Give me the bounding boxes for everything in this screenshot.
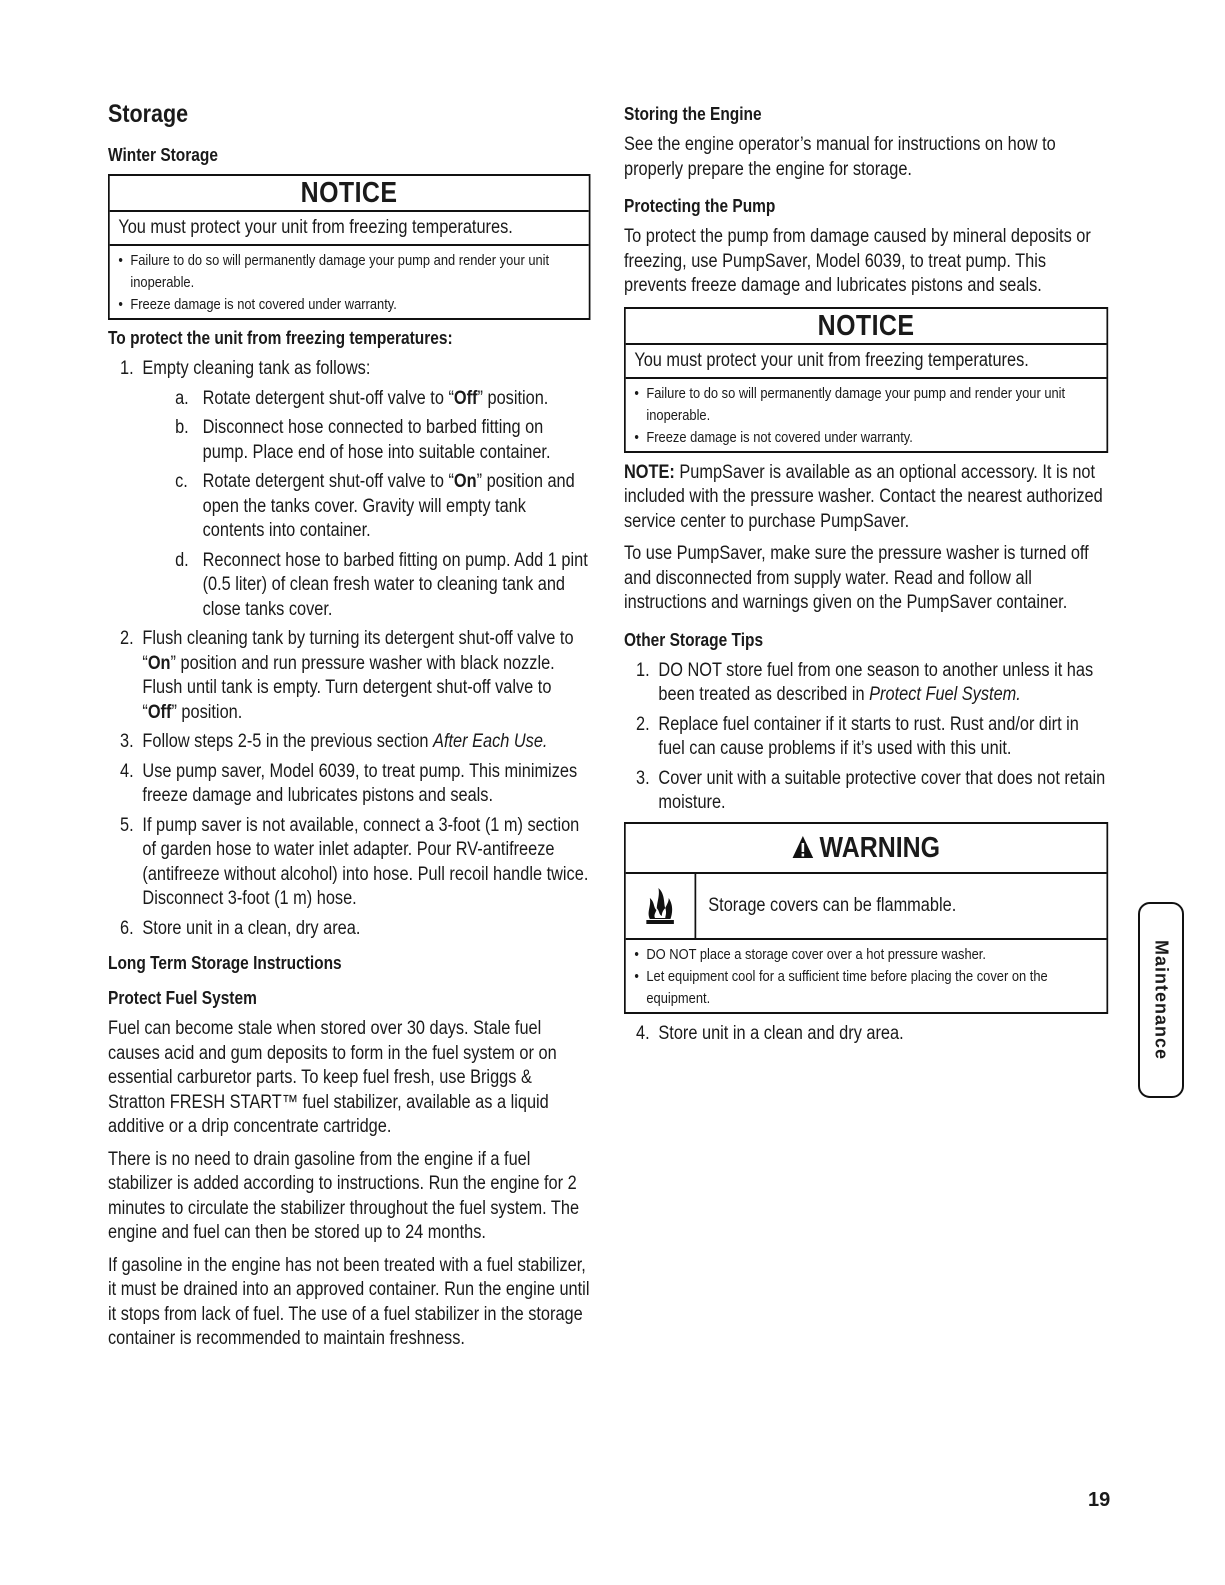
warning-title: WARNING [626, 824, 1107, 874]
tip-item: 1. DO NOT store fuel from one season to another unless it has been treated as described in Protect Fuel System. [636, 659, 1094, 705]
notice-message: You must protect your unit from freezing temperatures. [110, 212, 589, 246]
sub-step-item: c. Rotate detergent shut-off valve to “On” position and open the tanks cover. Gravity will empty tank contents into container. [175, 471, 575, 541]
pumpsaver-paragraph: To use PumpSaver, make sure the pressure washer is turned off and disconnected from supply water. Read and follow all instructions and warnings given on the PumpSaver container. [624, 543, 1089, 613]
left-column [108, 100, 590, 1360]
notice-bullet: • Failure to do so will permanently damage your pump and render your unit inoperable. [633, 383, 1100, 427]
notice-message: You must protect your unit from freezing temperatures. [626, 345, 1107, 379]
notice-box [108, 174, 590, 320]
section-title: Storage [108, 100, 189, 128]
protecting-pump-heading: Protecting the Pump [624, 196, 776, 216]
fuel-system-heading: Protect Fuel System [108, 988, 257, 1008]
sub-step-item: a. Rotate detergent shut-off valve to “Off” position. [175, 387, 549, 409]
notice-bullets [110, 246, 589, 318]
notice-title: NOTICE [110, 176, 589, 212]
winter-storage-heading: Winter Storage [108, 145, 218, 165]
tips-list-continued [624, 1022, 1108, 1047]
pump-paragraph: To protect the pump from damage caused by mineral deposits or freezing, use PumpSaver, Model 6039, to treat pump. This prevents freeze damage and lubricates pistons and seals. [624, 226, 1091, 296]
note-paragraph: NOTE: PumpSaver is available as an optional accessory. It is not included with the pressure washer. Contact the nearest authorized service center to purchase PumpSaver. [624, 461, 1103, 532]
sub-steps-list [175, 387, 590, 623]
tip-item: 4. Store unit in a clean and dry area. [636, 1022, 904, 1044]
notice-title: NOTICE [626, 309, 1107, 345]
sub-step-item: d. Reconnect hose to barbed fitting on pump. Add 1 pint (0.5 liter) of clean fresh water to cleaning tank and close tanks cover. [175, 549, 588, 620]
storing-engine-heading: Storing the Engine [624, 104, 762, 124]
step-item: 4. Use pump saver, Model 6039, to treat pump. This minimizes freeze damage and lubricates pistons and seals. [120, 760, 578, 806]
warning-bullets [626, 940, 1107, 1012]
tip-item: 2. Replace fuel container if it starts to rust. Rust and/or dirt in fuel can cause problems if it’s used with this unit. [636, 713, 1079, 759]
notice-bullet: • Freeze damage is not covered under warranty. [633, 427, 1100, 449]
alert-triangle-icon [792, 835, 814, 859]
step-item: 5. If pump saver is not available, connect a 3-foot (1 m) section of garden hose to water inlet adapter. Pour RV-antifreeze (antifreeze without alcohol) into hose. Pull recoil handle twice. Disconnect 3-foot (1 m) hose. [120, 814, 589, 909]
engine-paragraph: See the engine operator’s manual for instructions on how to properly prepare the engine for storage. [624, 134, 1056, 180]
side-tab-label: Maintenance [1151, 939, 1172, 1061]
fuel-paragraph: There is no need to drain gasoline from the engine if a fuel stabilizer is added according to instructions. Run the engine for 2 minutes to circulate the stabilizer throughout the fuel system. The engine and fuel can then be stored up to 24 months. [108, 1148, 580, 1243]
notice-bullet: • Failure to do so will permanently damage your pump and render your unit inoperable. [117, 250, 582, 294]
tips-list [624, 659, 1108, 816]
notice-bullets [626, 379, 1107, 451]
fuel-paragraph: Fuel can become stale when stored over 30 days. Stale fuel causes acid and gum deposits to form in the fuel system or on essential carburetor parts. To keep fuel fresh, use Briggs & Stratton FRESH START™ fuel stabilizer, available as a liquid additive or a drip concentrate cartridge. [108, 1018, 557, 1137]
notice-bullet: • Freeze damage is not covered under warranty. [117, 294, 582, 316]
winter-steps-list [108, 357, 590, 941]
warning-bullet: • DO NOT place a storage cover over a hot pressure washer. [633, 944, 1100, 966]
long-term-heading: Long Term Storage Instructions [108, 953, 342, 973]
warning-row [626, 874, 1107, 940]
warning-message: Storage covers can be flammable. [708, 894, 957, 916]
tip-item: 3. Cover unit with a suitable protective cover that does not retain moisture. [636, 767, 1106, 813]
step-item: 3. Follow steps 2-5 in the previous section After Each Use. [120, 731, 548, 752]
step-item: 6. Store unit in a clean, dry area. [120, 917, 361, 939]
fuel-paragraph: If gasoline in the engine has not been treated with a fuel stabilizer, it must be drained into an approved container. Run the engine until it stops from lack of fuel. The use of a fuel stabilizer in the storage container is recommended to maintain freshness. [108, 1254, 590, 1349]
right-column [624, 104, 1108, 1051]
fire-hazard-icon [626, 874, 697, 938]
step-item: 1. Empty cleaning tank as follows: a. Rotate detergent shut-off valve to “Off” position. b. Disconnect hose connected to barbed fitting on pump. Place end of hose into suitable container. c. Rotate detergent shut-off valve to “On” position and open the tanks cover. Gravity will empty tank contents into container. d. Reconnect hose to barbed fitting on pump. Add 1 pint (0.5 liter) of clean fresh water to cleaning tank and close tanks cover. [108, 357, 590, 622]
notice-box [624, 307, 1108, 453]
other-tips-heading: Other Storage Tips [624, 629, 764, 650]
page-number: 19 [1088, 1489, 1111, 1511]
warning-box [624, 822, 1108, 1014]
warning-bullet: • Let equipment cool for a sufficient time before placing the cover on the equipment. [633, 966, 1100, 1010]
protect-heading: To protect the unit from freezing temperatures: [108, 328, 453, 348]
step-item: 2. Flush cleaning tank by turning its detergent shut-off valve to “On” position and run pressure washer with black nozzle. Flush until tank is empty. Turn detergent shut-off valve to “Off” position. [120, 628, 574, 723]
sub-step-item: b. Disconnect hose connected to barbed fitting on pump. Place end of hose into suitable container. [175, 417, 551, 463]
section-side-tab [1138, 902, 1184, 1098]
